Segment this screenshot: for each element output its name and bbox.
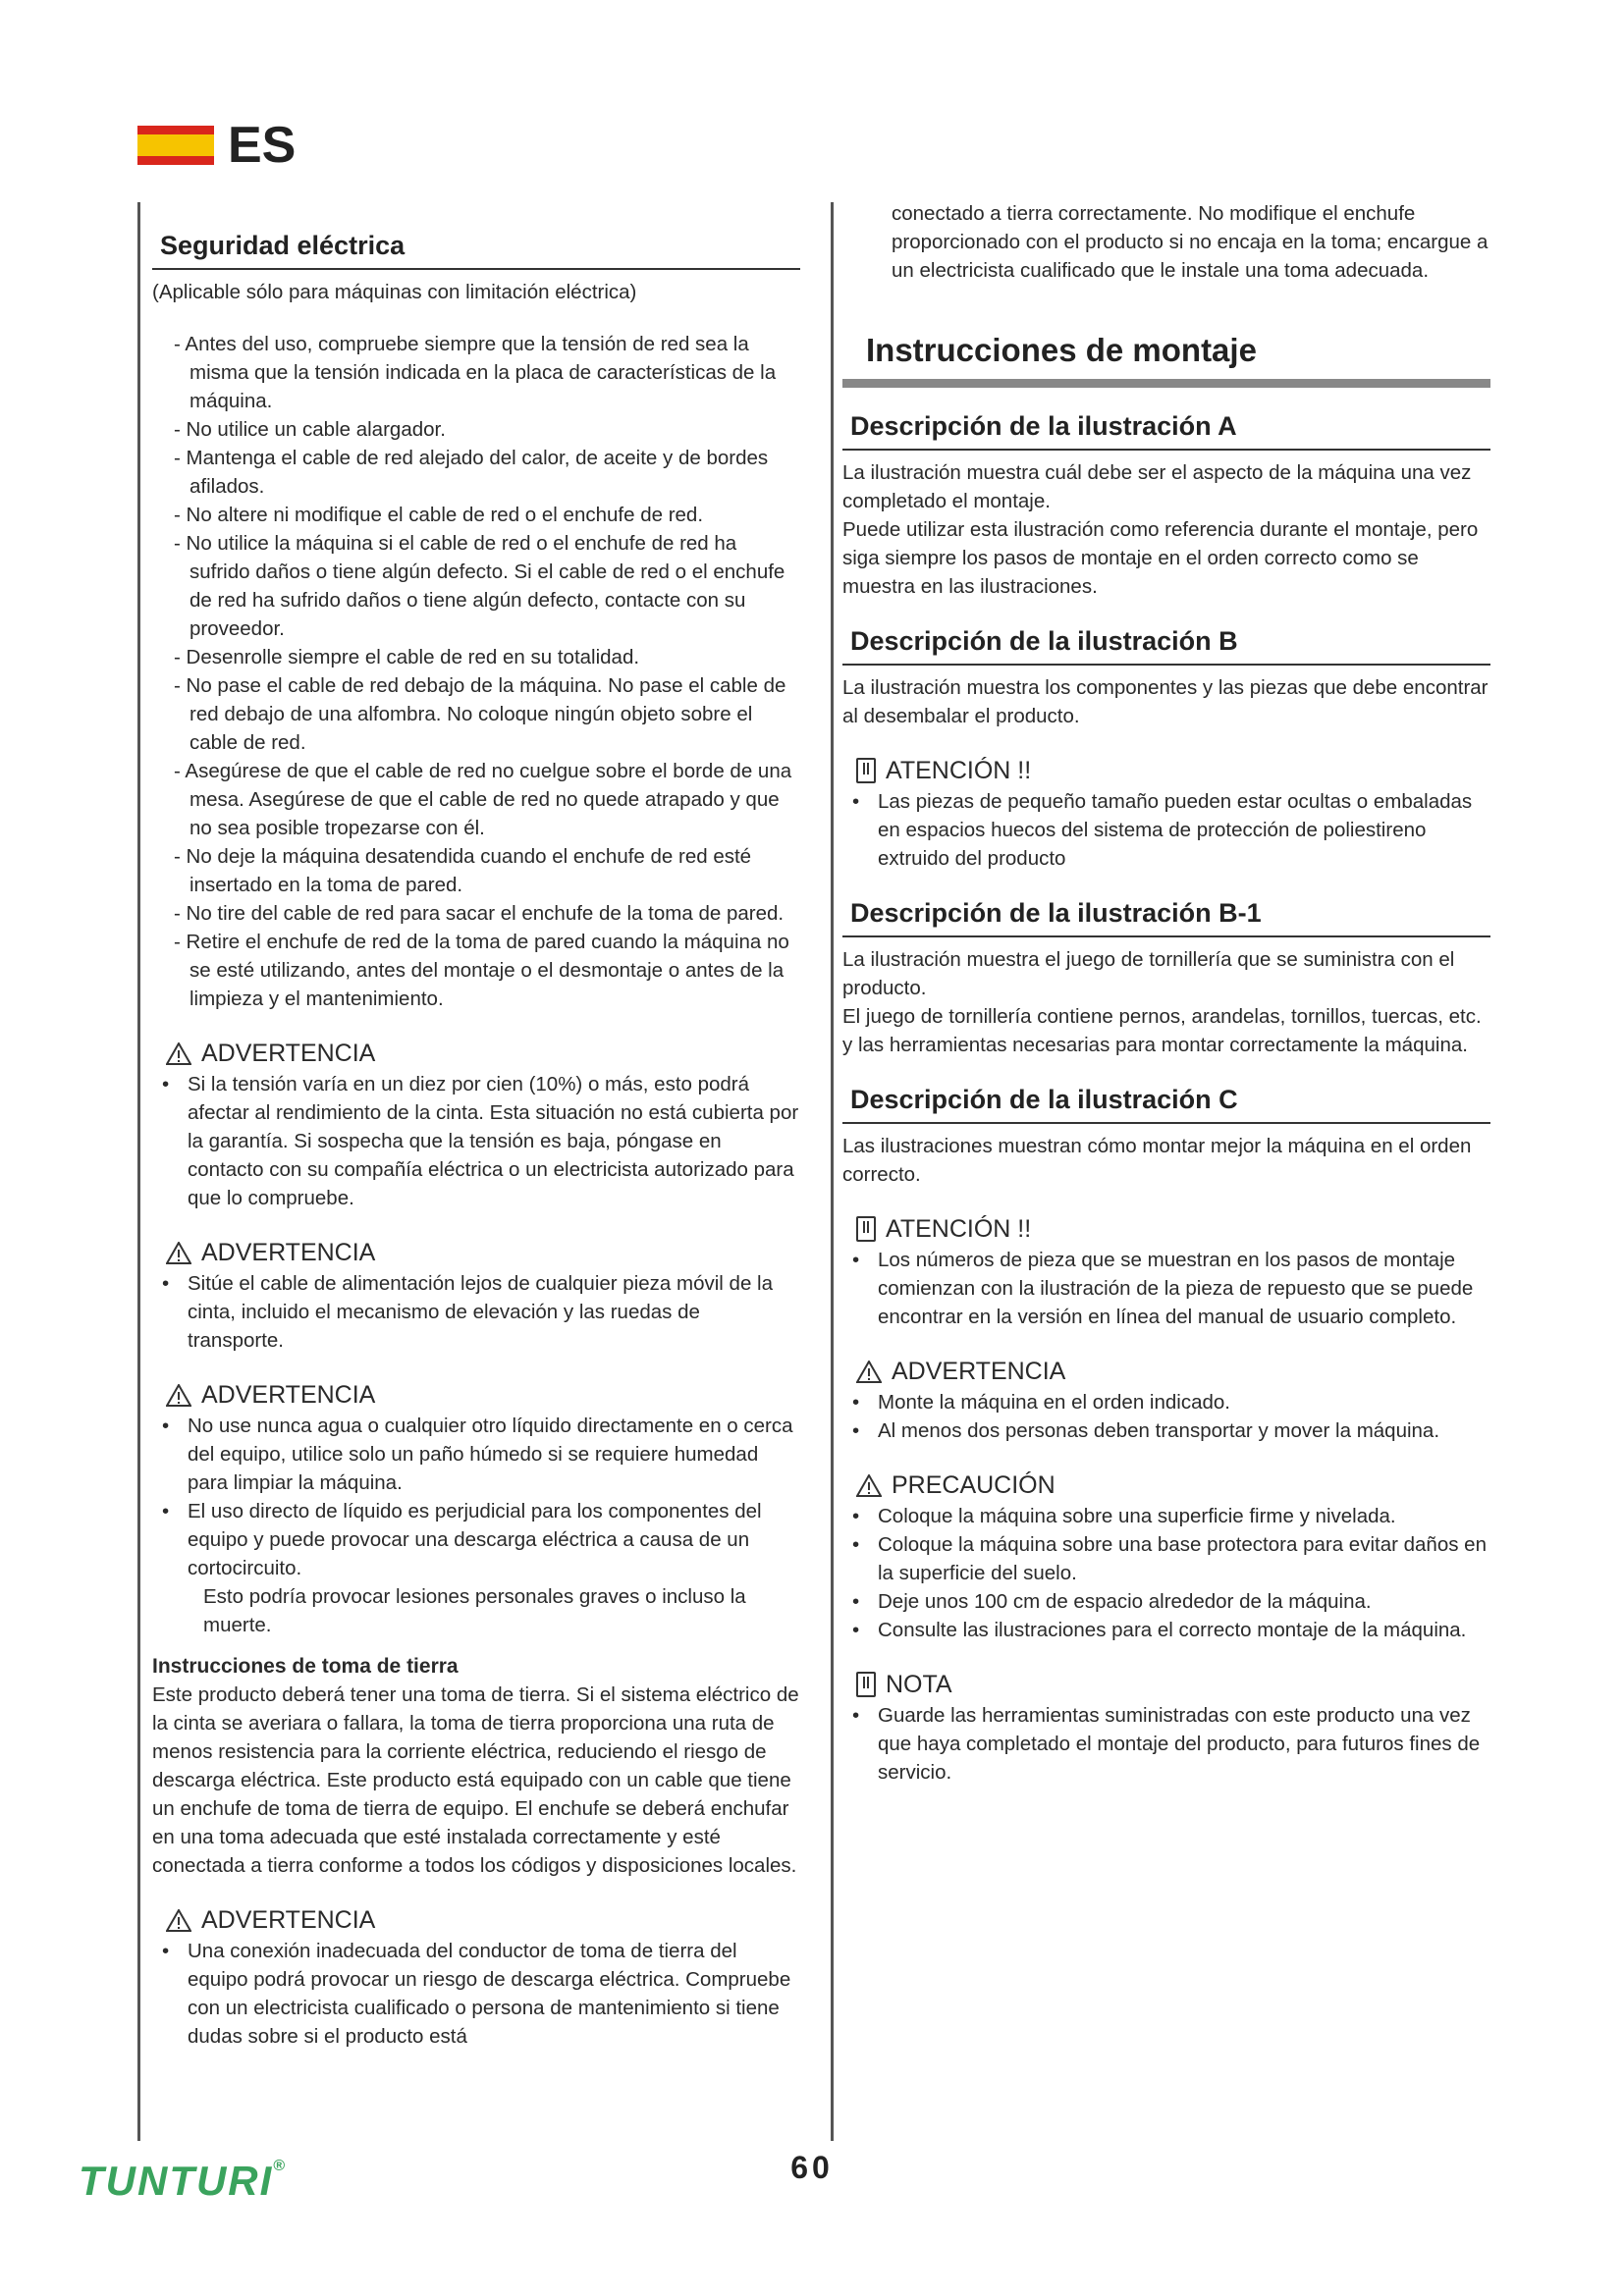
attention-icon [856,758,876,783]
grounding-title: Instrucciones de toma de tierra [152,1655,459,1678]
list-item: - Retire el enchufe de red de la toma de pared cuando la máquina no se esté utilizando, antes del montaje o el desmontaje o antes de la limpieza y el mantenimiento. [174,931,789,1010]
warning-triangle-icon [166,1242,191,1264]
warning-label: ADVERTENCIA [201,1381,376,1409]
section-title-a: Descripción de la ilustración A [842,409,1490,451]
warning-label: ADVERTENCIA [201,1239,376,1266]
warning-heading [856,1355,1490,1388]
center-rule [831,202,834,2141]
note-heading [856,1668,1490,1701]
caution-item: • Deje unos 100 cm de espacio alrededor de la máquina. [842,1587,1490,1616]
warning-heading [166,1037,800,1070]
section-title-b1: Descripción de la ilustración B-1 [842,896,1490,937]
section-title-c: Descripción de la ilustración C [842,1083,1490,1124]
section-a-text: Puede utilizar esta ilustración como referencia durante el montaje, pero siga siempre los pasos de montaje en el orden correcto como se muestra en las ilustraciones. [842,518,1479,598]
assembly-title: Instrucciones de montaje [842,334,1490,388]
caution-item: • Consulte las ilustraciones para el correcto montaje de la máquina. [842,1616,1490,1644]
list-item: - No altere ni modifique el cable de red o el enchufe de red. [174,504,704,526]
warning-triangle-icon [856,1361,882,1383]
attention-text: • Los números de pieza que se muestran en los pasos de montaje comienzan con la ilustración de la pieza de repuesto que se puede encontrar en la versión en línea del manual de usuario completo. [842,1246,1490,1331]
warning-item: • Al menos dos personas deben transportar y mover la máquina. [842,1416,1490,1445]
warning-text: • No use nunca agua o cualquier otro líquido directamente en o cerca del equipo, utilice solo un paño húmedo si se requiere humedad para limpiar la máquina. [152,1412,800,1497]
section-b1-text: La ilustración muestra el juego de tornillería que se suministra con el producto. [842,948,1455,999]
note-label: NOTA [886,1671,952,1698]
brand-name: TUNTURI [79,2158,274,2204]
warning-label: ADVERTENCIA [892,1358,1066,1385]
continued-text: conectado a tierra correctamente. No modifique el enchufe proporcionado con el producto si no encaja en la toma; encargue a un electricista cualificado que le instale una toma adecuada. [892,202,1489,282]
section-b-text: La ilustración muestra los componentes y las piezas que debe encontrar al desembalar el producto. [842,676,1489,727]
section-title-electrical: Seguridad eléctrica [152,229,800,270]
warning-heading [166,1378,800,1412]
caution-item: • Coloque la máquina sobre una superficie firme y nivelada. [842,1502,1490,1530]
list-item: - Antes del uso, compruebe siempre que la tensión de red sea la misma que la tensión indicada en la placa de características de la máquina. [174,333,777,412]
warning-triangle-icon [166,1042,191,1065]
right-column [842,199,1490,1787]
intro-text: (Aplicable sólo para máquinas con limitación eléctrica) [152,281,637,303]
section-a-text: La ilustración muestra cuál debe ser el aspecto de la máquina una vez completado el montaje. [842,461,1472,512]
warning-text: • El uso directo de líquido es perjudicial para los componentes del equipo y puede provocar una descarga eléctrica a causa de un cortocircuito. [152,1497,800,1582]
warning-heading [166,1236,800,1269]
warning-triangle-icon [166,1909,191,1932]
attention-label: ATENCIÓN !! [886,757,1032,784]
note-icon [856,1672,876,1697]
section-b1-text: El juego de tornillería contiene pernos, arandelas, tornillos, tuercas, etc. y las herramientas necesarias para montar correctamente la máquina. [842,1005,1482,1056]
warning-text: Esto podría provocar lesiones personales graves o incluso la muerte. [203,1585,746,1636]
list-item: - Mantenga el cable de red alejado del calor, de aceite y de bordes afilados. [174,447,769,498]
attention-heading [856,1212,1490,1246]
attention-icon [856,1216,876,1242]
list-item: - No utilice la máquina si el cable de red o el enchufe de red ha sufrido daños o tiene algún defecto. Si el cable de red o el enchufe de red ha sufrido daños o tiene algún defecto, contacte con su proveedor. [174,532,785,640]
caution-item: • Coloque la máquina sobre una base protectora para evitar daños en la superficie del suelo. [842,1530,1490,1587]
grounding-text: Este producto deberá tener una toma de tierra. Si el sistema eléctrico de la cinta se averiara o fallara, la toma de tierra proporciona una ruta de menos resistencia para la corriente eléctrica, reduciendo el riesgo de descarga eléctrica. Este producto está equipado con un cable que tiene un enchufe de toma de tierra de equipo. El enchufe se deberá enchufar en una toma adecuada que esté instalada correctamente y esté conectada a tierra conforme a todos los códigos y disposiciones locales. [152,1683,799,1877]
list-item: - No deje la máquina desatendida cuando el enchufe de red esté insertado en la toma de pared. [174,845,752,896]
section-c-text: Las ilustraciones muestran cómo montar mejor la máquina en el orden correcto. [842,1135,1472,1186]
list-item: - Asegúrese de que el cable de red no cuelgue sobre el borde de una mesa. Asegúrese de que el cable de red no quede atrapado y que no sea posible tropezarse con él. [174,760,792,839]
warning-triangle-icon [166,1384,191,1407]
warning-text: • Sitúe el cable de alimentación lejos de cualquier pieza móvil de la cinta, incluido el mecanismo de elevación y las ruedas de transporte. [152,1269,800,1355]
list-item: - No pase el cable de red debajo de la máquina. No pase el cable de red debajo de una alfombra. No coloque ningún objeto sobre el cable de red. [174,674,786,754]
list-item: - Desenrolle siempre el cable de red en su totalidad. [174,646,640,668]
language-code: ES [228,117,297,174]
attention-heading [856,754,1490,787]
spain-flag-icon [137,126,214,165]
warning-triangle-icon [856,1474,882,1497]
warning-heading [166,1903,800,1937]
section-title-b: Descripción de la ilustración B [842,624,1490,666]
warning-label: ADVERTENCIA [201,1040,376,1067]
left-column [152,229,800,2051]
registered-mark: ® [273,2158,288,2174]
list-item: - No utilice un cable alargador. [174,418,446,441]
list-item: - No tire del cable de red para sacar el enchufe de la toma de pared. [174,902,785,925]
attention-label: ATENCIÓN !! [886,1215,1032,1243]
page-number: 60 [790,2150,834,2185]
warning-label: ADVERTENCIA [201,1906,376,1934]
left-rule [137,202,140,2141]
warning-text: • Una conexión inadecuada del conductor de toma de tierra del equipo podrá provocar un riesgo de descarga eléctrica. Compruebe con un electricista cualificado o persona de mantenimiento si tiene dudas sobre si el producto está [152,1937,800,2051]
caution-heading [856,1468,1490,1502]
warning-item: • Monte la máquina en el orden indicado. [842,1388,1490,1416]
warning-text: • Si la tensión varía en un diez por cien (10%) o más, esto podrá afectar al rendimiento de la cinta. Esta situación no está cubierta por la garantía. Si sospecha que la tensión es baja, póngase en contacto con su compañía eléctrica o un electricista autorizado para que lo compruebe. [152,1070,800,1212]
safety-list [152,330,800,1013]
attention-text: • Las piezas de pequeño tamaño pueden estar ocultas o embaladas en espacios huecos del sistema de protección de poliestireno extruido del producto [842,787,1490,873]
note-text: • Guarde las herramientas suministradas con este producto una vez que haya completado el montaje del producto, para futuros fines de servicio. [842,1701,1490,1787]
caution-label: PRECAUCIÓN [892,1471,1056,1499]
